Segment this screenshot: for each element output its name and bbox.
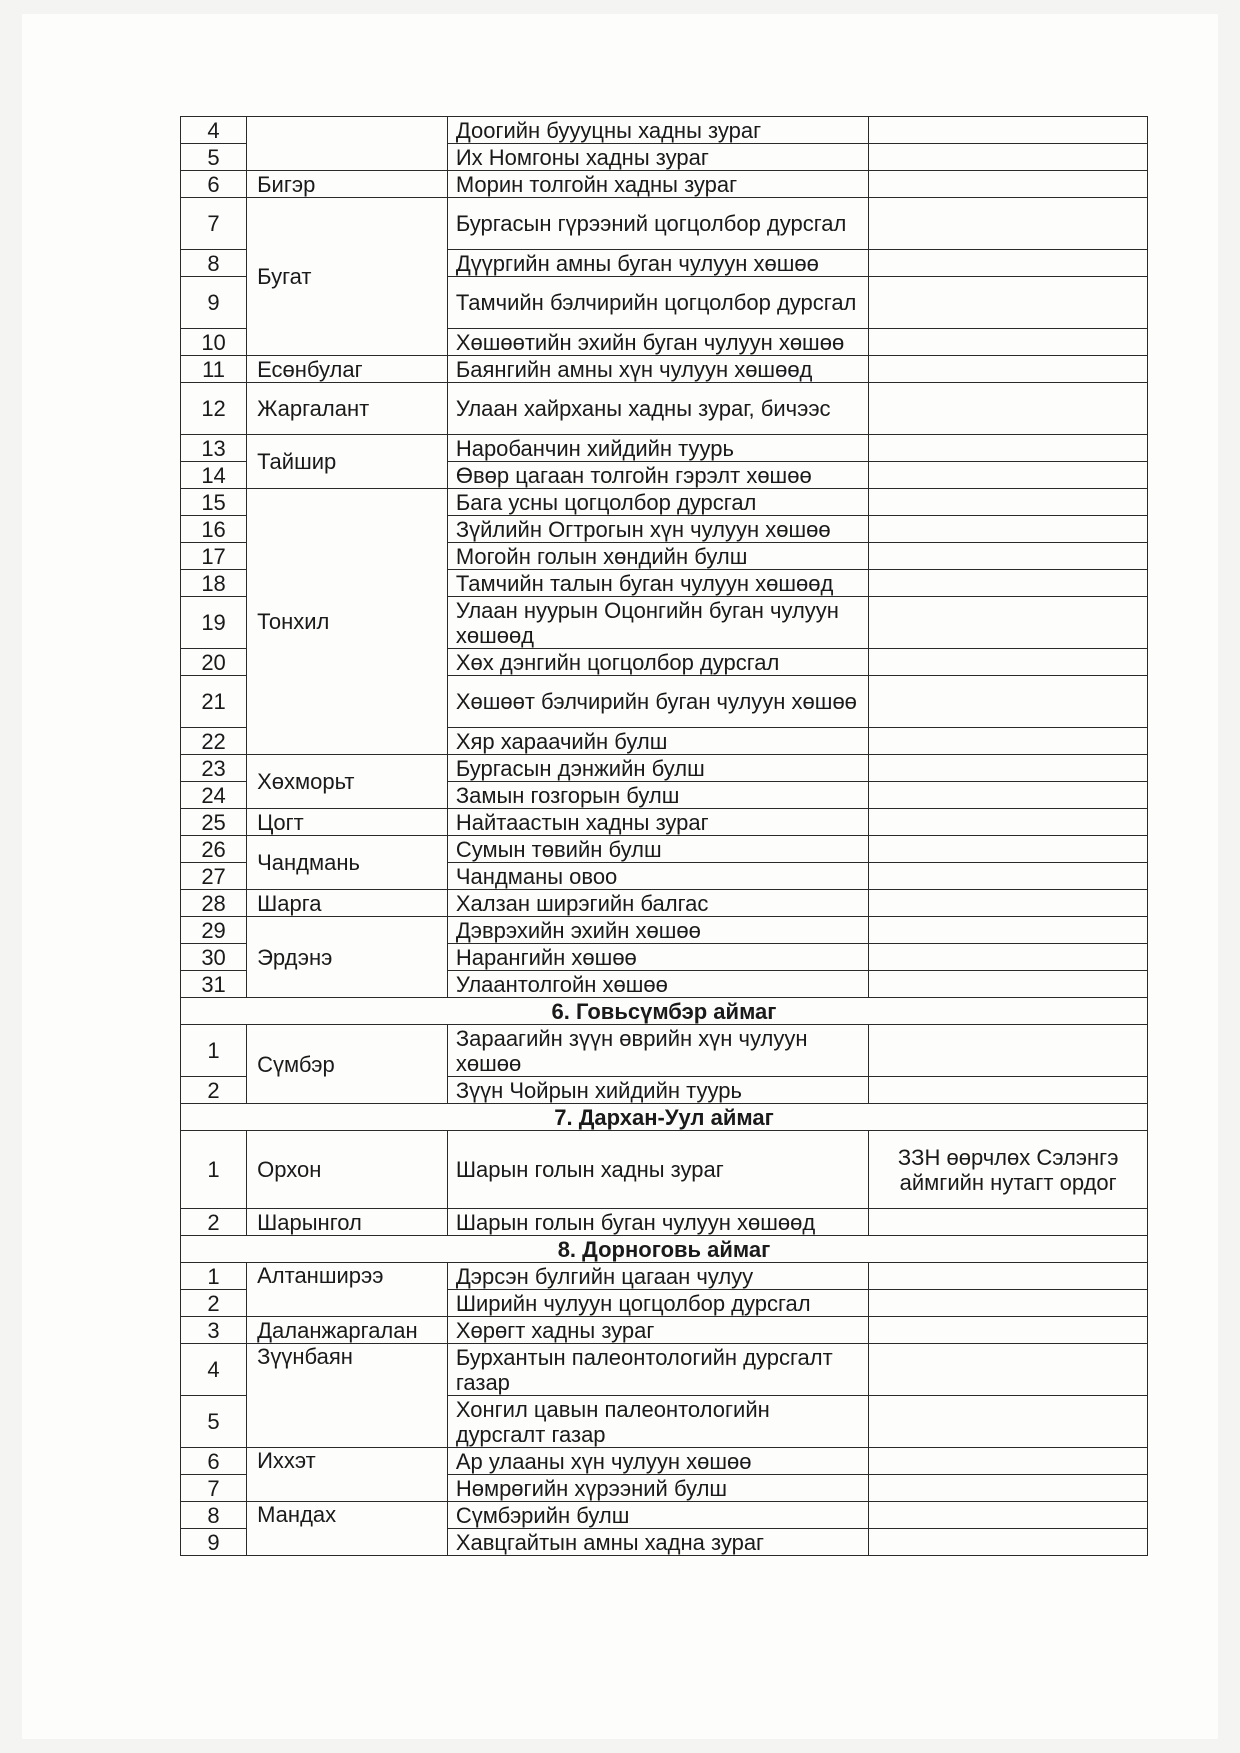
row-number: 19	[181, 597, 247, 649]
sum-cell: Орхон	[247, 1131, 448, 1209]
table-row	[181, 1317, 1148, 1344]
site-name: Бурхантын палеонтологийн дурсгалт газар	[447, 1344, 869, 1396]
row-number: 10	[181, 329, 247, 356]
row-number: 1	[181, 1263, 247, 1290]
site-name: Шарын голын хадны зураг	[447, 1131, 869, 1209]
note-cell	[869, 863, 1148, 890]
row-number: 5	[181, 144, 247, 171]
site-name: Дэврэхийн эхийн хөшөө	[447, 917, 869, 944]
table-row	[181, 198, 1148, 250]
note-cell	[869, 1263, 1148, 1290]
row-number: 24	[181, 782, 247, 809]
heritage-register-table	[180, 116, 1148, 1556]
note-cell	[869, 171, 1148, 198]
site-name: Нарангийн хөшөө	[447, 944, 869, 971]
note-cell	[869, 329, 1148, 356]
site-name: Халзан ширэгийн балгас	[447, 890, 869, 917]
site-name: Доогийн буууцны хадны зураг	[447, 117, 869, 144]
table-row	[181, 917, 1148, 944]
table-row	[181, 1502, 1148, 1529]
row-number: 21	[181, 676, 247, 728]
note-cell	[869, 570, 1148, 597]
site-name: Замын гозгорын булш	[447, 782, 869, 809]
table-row	[181, 171, 1148, 198]
sum-cell: Шарга	[247, 890, 448, 917]
row-number: 6	[181, 171, 247, 198]
row-number: 4	[181, 1344, 247, 1396]
row-number: 23	[181, 755, 247, 782]
note-cell	[869, 1025, 1148, 1077]
note-cell	[869, 489, 1148, 516]
site-name: Хавцгайтын амны хадна зураг	[447, 1529, 869, 1556]
site-name: Хөшөөт бэлчирийн буган чулуун хөшөө	[447, 676, 869, 728]
row-number: 31	[181, 971, 247, 998]
row-number: 25	[181, 809, 247, 836]
note-cell	[869, 1290, 1148, 1317]
row-number: 6	[181, 1448, 247, 1475]
row-number: 13	[181, 435, 247, 462]
site-name: Зүйлийн Огтрогын хүн чулуун хөшөө	[447, 516, 869, 543]
sum-cell: Бугат	[247, 198, 448, 356]
note-cell	[869, 516, 1148, 543]
table-row	[181, 755, 1148, 782]
sum-cell: Тонхил	[247, 489, 448, 755]
sum-cell: Эрдэнэ	[247, 917, 448, 998]
note-cell	[869, 1209, 1148, 1236]
table-row	[181, 1263, 1148, 1290]
row-number: 14	[181, 462, 247, 489]
row-number: 5	[181, 1396, 247, 1448]
site-name: Нөмрөгийн хүрээний булш	[447, 1475, 869, 1502]
site-name: Хяр хараачийн булш	[447, 728, 869, 755]
sum-cell: Даланжаргалан	[247, 1317, 448, 1344]
row-number: 18	[181, 570, 247, 597]
row-number: 26	[181, 836, 247, 863]
site-name: Бургасын дэнжийн булш	[447, 755, 869, 782]
sum-cell: Зүүнбаян	[247, 1344, 448, 1448]
note-cell	[869, 728, 1148, 755]
site-name: Хөх дэнгийн цогцолбор дурсгал	[447, 649, 869, 676]
row-number: 8	[181, 250, 247, 277]
note-cell	[869, 543, 1148, 570]
site-name: Тамчийн талын буган чулуун хөшөөд	[447, 570, 869, 597]
site-name: Улаан нуурын Оцонгийн буган чулуун хөшөөд	[447, 597, 869, 649]
note-cell	[869, 462, 1148, 489]
row-number: 4	[181, 117, 247, 144]
site-name: Хонгил цавын палеонтологийн дурсгалт газар	[447, 1396, 869, 1448]
row-number: 12	[181, 383, 247, 435]
site-name: Улаан хайрханы хадны зураг, бичээс	[447, 383, 869, 435]
note-cell	[869, 971, 1148, 998]
row-number: 27	[181, 863, 247, 890]
table-row	[181, 1209, 1148, 1236]
site-name: Улаантолгойн хөшөө	[447, 971, 869, 998]
site-name: Баянгийн амны хүн чулуун хөшөөд	[447, 356, 869, 383]
note-cell	[869, 117, 1148, 144]
site-name: Өвөр цагаан толгойн гэрэлт хөшөө	[447, 462, 869, 489]
table-row	[181, 1344, 1148, 1396]
row-number: 2	[181, 1290, 247, 1317]
note-cell	[869, 782, 1148, 809]
section-header-row	[181, 1104, 1148, 1131]
note-cell	[869, 944, 1148, 971]
site-name: Найтаастын хадны зураг	[447, 809, 869, 836]
table-row	[181, 356, 1148, 383]
note-cell	[869, 917, 1148, 944]
site-name: Могойн голын хөндийн булш	[447, 543, 869, 570]
site-name: Хөрөгт хадны зураг	[447, 1317, 869, 1344]
row-number: 3	[181, 1317, 247, 1344]
site-name: Шарын голын буган чулуун хөшөөд	[447, 1209, 869, 1236]
site-name: Морин толгойн хадны зураг	[447, 171, 869, 198]
row-number: 7	[181, 1475, 247, 1502]
row-number: 29	[181, 917, 247, 944]
row-number: 1	[181, 1025, 247, 1077]
site-name: Зараагийн зүүн өврийн хүн чулуун хөшөө	[447, 1025, 869, 1077]
note-cell	[869, 435, 1148, 462]
table-row	[181, 1448, 1148, 1475]
note-cell	[869, 250, 1148, 277]
row-number: 9	[181, 1529, 247, 1556]
note-cell	[869, 277, 1148, 329]
sum-cell: Жаргалант	[247, 383, 448, 435]
note-cell	[869, 1344, 1148, 1396]
row-number: 2	[181, 1077, 247, 1104]
note-cell	[869, 676, 1148, 728]
site-name: Зүүн Чойрын хийдийн туурь	[447, 1077, 869, 1104]
sum-cell: Цогт	[247, 809, 448, 836]
sum-cell: Алтанширээ	[247, 1263, 448, 1317]
row-number: 16	[181, 516, 247, 543]
site-name: Дэрсэн булгийн цагаан чулуу	[447, 1263, 869, 1290]
row-number: 11	[181, 356, 247, 383]
note-cell	[869, 1448, 1148, 1475]
note-cell	[869, 649, 1148, 676]
sum-cell: Сүмбэр	[247, 1025, 448, 1104]
sum-cell: Чандмань	[247, 836, 448, 890]
sum-cell: Бигэр	[247, 171, 448, 198]
sum-cell: Тайшир	[247, 435, 448, 489]
note-cell	[869, 1502, 1148, 1529]
note-cell	[869, 809, 1148, 836]
note-cell	[869, 1396, 1148, 1448]
note-cell: ЗЗН өөрчлөх Сэлэнгэ аймгийн нутагт ордог	[869, 1131, 1148, 1209]
note-cell	[869, 1475, 1148, 1502]
site-name: Тамчийн бэлчирийн цогцолбор дурсгал	[447, 277, 869, 329]
note-cell	[869, 1317, 1148, 1344]
note-cell	[869, 1077, 1148, 1104]
table-row	[181, 836, 1148, 863]
section-header-row	[181, 1236, 1148, 1263]
note-cell	[869, 755, 1148, 782]
row-number: 8	[181, 1502, 247, 1529]
site-name: Наробанчин хийдийн туурь	[447, 435, 869, 462]
sum-cell: Шарынгол	[247, 1209, 448, 1236]
row-number: 7	[181, 198, 247, 250]
note-cell	[869, 383, 1148, 435]
site-name: Ширийн чулуун цогцолбор дурсгал	[447, 1290, 869, 1317]
table-row	[181, 1025, 1148, 1077]
section-title: 8. Дорноговь аймаг	[181, 1236, 1148, 1263]
note-cell	[869, 356, 1148, 383]
sum-cell: Мандах	[247, 1502, 448, 1556]
site-name: Чандманы овоо	[447, 863, 869, 890]
row-number: 9	[181, 277, 247, 329]
sum-cell: Есөнбулаг	[247, 356, 448, 383]
site-name: Ар улааны хүн чулуун хөшөө	[447, 1448, 869, 1475]
row-number: 17	[181, 543, 247, 570]
site-name: Бургасын гүрээний цогцолбор дурсгал	[447, 198, 869, 250]
row-number: 15	[181, 489, 247, 516]
site-name: Сумын төвийн булш	[447, 836, 869, 863]
sum-cell: Иххэт	[247, 1448, 448, 1502]
sum-cell	[247, 117, 448, 171]
row-number: 30	[181, 944, 247, 971]
note-cell	[869, 890, 1148, 917]
site-name: Бага усны цогцолбор дурсгал	[447, 489, 869, 516]
row-number: 1	[181, 1131, 247, 1209]
row-number: 28	[181, 890, 247, 917]
note-cell	[869, 836, 1148, 863]
section-header-row	[181, 998, 1148, 1025]
note-cell	[869, 1529, 1148, 1556]
note-cell	[869, 198, 1148, 250]
row-number: 2	[181, 1209, 247, 1236]
table-row	[181, 435, 1148, 462]
section-title: 6. Говьсүмбэр аймаг	[181, 998, 1148, 1025]
table-row	[181, 1131, 1148, 1209]
site-name: Их Номгоны хадны зураг	[447, 144, 869, 171]
table-row	[181, 383, 1148, 435]
note-cell	[869, 597, 1148, 649]
table-row	[181, 117, 1148, 144]
sum-cell: Хөхморьт	[247, 755, 448, 809]
table-row	[181, 489, 1148, 516]
section-title: 7. Дархан-Уул аймаг	[181, 1104, 1148, 1131]
site-name: Хөшөөтийн эхийн буган чулуун хөшөө	[447, 329, 869, 356]
row-number: 20	[181, 649, 247, 676]
table-row	[181, 890, 1148, 917]
row-number: 22	[181, 728, 247, 755]
note-cell	[869, 144, 1148, 171]
table-row	[181, 809, 1148, 836]
site-name: Сүмбэрийн булш	[447, 1502, 869, 1529]
site-name: Дүүргийн амны буган чулуун хөшөө	[447, 250, 869, 277]
